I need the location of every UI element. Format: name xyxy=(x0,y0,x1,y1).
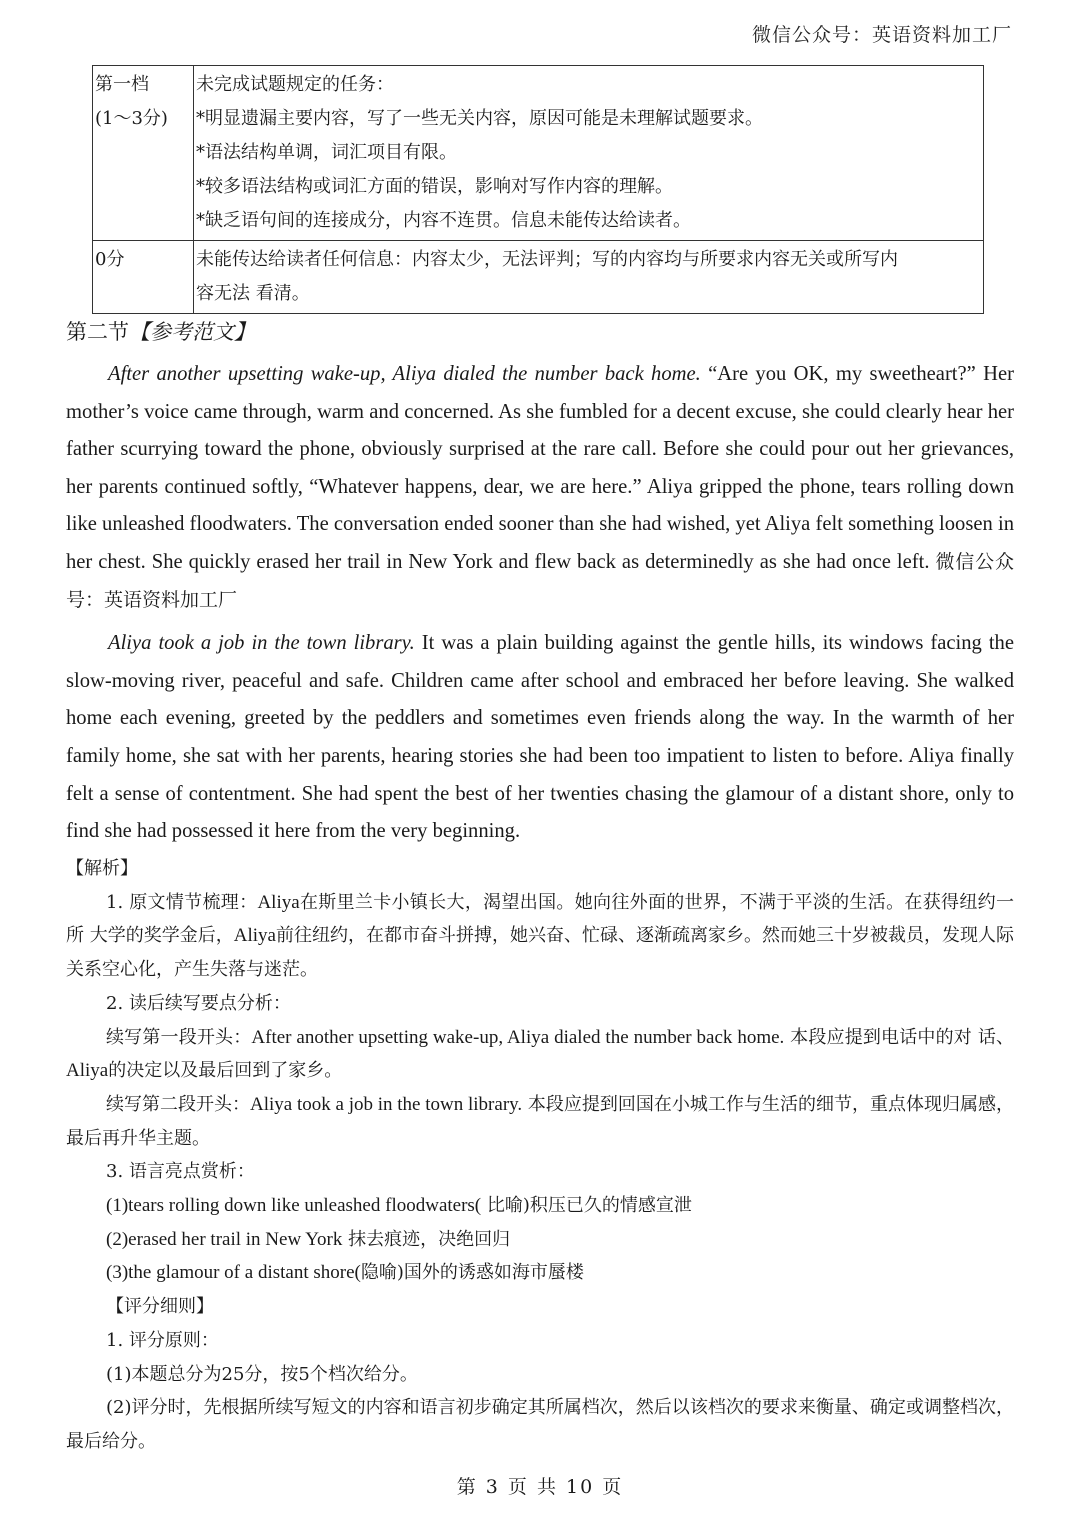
hint-label: 续写第一段开头： xyxy=(106,1026,252,1048)
paragraph-body: “Are you OK, my sweetheart?” Her mother’s voice came through, warm and concerned. As she fumbled for a decent excuse, she could clearly hear her father scurrying toward the phone, obviously surprised at the rare call. Before she could pour out her grievances, her parents continued softly, “Whatever happens, dear, we are here.” Aliya gripped the phone, tears rolling down like unleashed floodwaters. The conversation ended sooner than she had wished, yet Aliya felt something loosen in her chest. She quickly erased her trail in New York and flew back as determinedly as she had once left. xyxy=(66,363,1014,573)
essay-paragraph-2 xyxy=(66,625,1014,851)
item-name: Aliya xyxy=(233,925,276,947)
table-row xyxy=(93,241,984,314)
highlight-1 xyxy=(66,1189,1014,1223)
item-name: Aliya xyxy=(257,891,300,913)
item-label: 1. 原文情节梳理： xyxy=(106,891,258,913)
highlight-english: (2)erased her trail in New York xyxy=(106,1228,343,1250)
grade-level: 0分 xyxy=(95,249,125,270)
grading-table xyxy=(92,65,984,314)
grade-level-cell xyxy=(93,66,194,241)
criteria-line: *缺乏语句间的连接成分，内容不连贯。信息未能传达给读者。 xyxy=(196,210,691,231)
scoring-rule-2: (2)评分时，先根据所续写短文的内容和语言初步确定其所属档次，然后以该档次的要求来衡量、确定或调整档次， 最后给分。 xyxy=(66,1397,1014,1452)
paragraph-opening: Aliya took a job in the town library. xyxy=(108,632,415,655)
highlight-english: (1)tears rolling down like unleashed floodwaters( xyxy=(106,1195,482,1217)
highlight-chinese: 比喻)积压已久的情感宣泄 xyxy=(481,1195,692,1217)
highlight-chinese: 抹去痕迹，决绝回归 xyxy=(342,1228,511,1250)
hint-english: After another upsetting wake-up, Aliya dialed the number back home. xyxy=(251,1026,785,1048)
analysis-section xyxy=(66,852,1014,1459)
highlight-english: (3)the glamour of a distant shore( xyxy=(106,1262,361,1284)
criteria-line: *语法结构单调，词汇项目有限。 xyxy=(196,142,457,163)
criteria-line: 未能传达给读者任何信息：内容太少，无法评判；写的内容均与所要求内容无关或所写内 xyxy=(196,249,898,270)
criteria-line: *明显遗漏主要内容，写了一些无关内容，原因可能是未理解试题要求。 xyxy=(196,108,763,129)
criteria-line: *较多语法结构或词汇方面的错误，影响对写作内容的理解。 xyxy=(196,176,673,197)
scoring-principle: 1. 评分原则： xyxy=(106,1329,219,1351)
scoring-rule-1: (1)本题总分为25分，按5个档次给分。 xyxy=(106,1363,418,1385)
section-prefix: 第二节 xyxy=(66,320,129,344)
hint-text: 本段应提到电话中的对 话、 xyxy=(784,1026,1014,1048)
scoring-title: 【评分细则】 xyxy=(106,1296,214,1318)
grade-range: (1～3分) xyxy=(95,108,168,129)
grade-level-cell xyxy=(93,241,194,314)
highlight-chinese: 隐喻)国外的诱惑如海市蜃楼 xyxy=(360,1262,584,1284)
highlight-3 xyxy=(66,1256,1014,1290)
grade-criteria-cell xyxy=(194,66,984,241)
hint-english: Aliya took a job in the town library. xyxy=(250,1093,523,1115)
hint-label: 续写第二段开头： xyxy=(106,1093,251,1115)
grade-criteria-cell xyxy=(194,241,984,314)
inline-watermark-text: 微信公众号：英语资料加工厂 xyxy=(66,550,1014,611)
essay-paragraph-1 xyxy=(66,356,1014,619)
analysis-item-2: 2. 读后续写要点分析： xyxy=(106,992,291,1014)
analysis-para-2-hint xyxy=(66,1088,1014,1155)
analysis-item-1 xyxy=(66,886,1014,987)
paragraph-opening: After another upsetting wake-up, Aliya dialed the number back home. xyxy=(108,363,701,385)
table-row xyxy=(93,66,984,241)
hint-name: Aliya xyxy=(66,1060,109,1082)
item-text: 在斯里兰卡小镇长大，渴望出国。她向往外面的世界，不满于平淡的生活。在获得纽约一所 大学的奖学金后， xyxy=(66,891,1014,947)
section-title xyxy=(66,316,255,346)
criteria-line: 容无法 看清。 xyxy=(196,283,310,304)
analysis-para-1-hint xyxy=(66,1021,1014,1088)
grade-level: 第一档 xyxy=(95,74,149,95)
hint-text: 本段应提到回国在小城工作与生活的细节，重点体现归属感， 最后再升华主题。 xyxy=(66,1093,1014,1149)
hint-text: 的决定以及最后回到了家乡。 xyxy=(108,1060,343,1082)
paragraph-body: It was a plain building against the gentle hills, its windows facing the slow-moving river, peaceful and safe. Children came after school and embraced her before leaving. She walked home each evening, greeted by the peddlers and sometimes even friends along the way. In the warmth of her family home, she sat with her parents, hearing stories she had been too impatient to listen to before. Aliya finally felt a sense of contentment. She had spent the best of her twenties chasing the glamour of a distant shore, only to find she had possessed it here from the very beginning. xyxy=(66,632,1014,843)
highlight-2 xyxy=(66,1223,1014,1257)
item-text: 前往纽约，在都市奋斗拼搏，她兴奋、忙碌、逐渐疏离家乡。然而她三十岁被裁员，发现人际关系空心化，产生失落与迷茫。 xyxy=(66,925,1014,981)
model-essay xyxy=(66,356,1014,857)
analysis-title: 【解析】 xyxy=(66,858,138,879)
criteria-line: 未完成试题规定的任务： xyxy=(196,74,394,95)
page-footer: 第 3 页 共 10 页 xyxy=(456,1476,624,1498)
page-header: 微信公众号：英语资料加工厂 xyxy=(751,24,1012,46)
section-bracket: 【参考范文】 xyxy=(129,320,255,344)
analysis-item-3: 3. 语言亮点赏析： xyxy=(106,1161,255,1183)
